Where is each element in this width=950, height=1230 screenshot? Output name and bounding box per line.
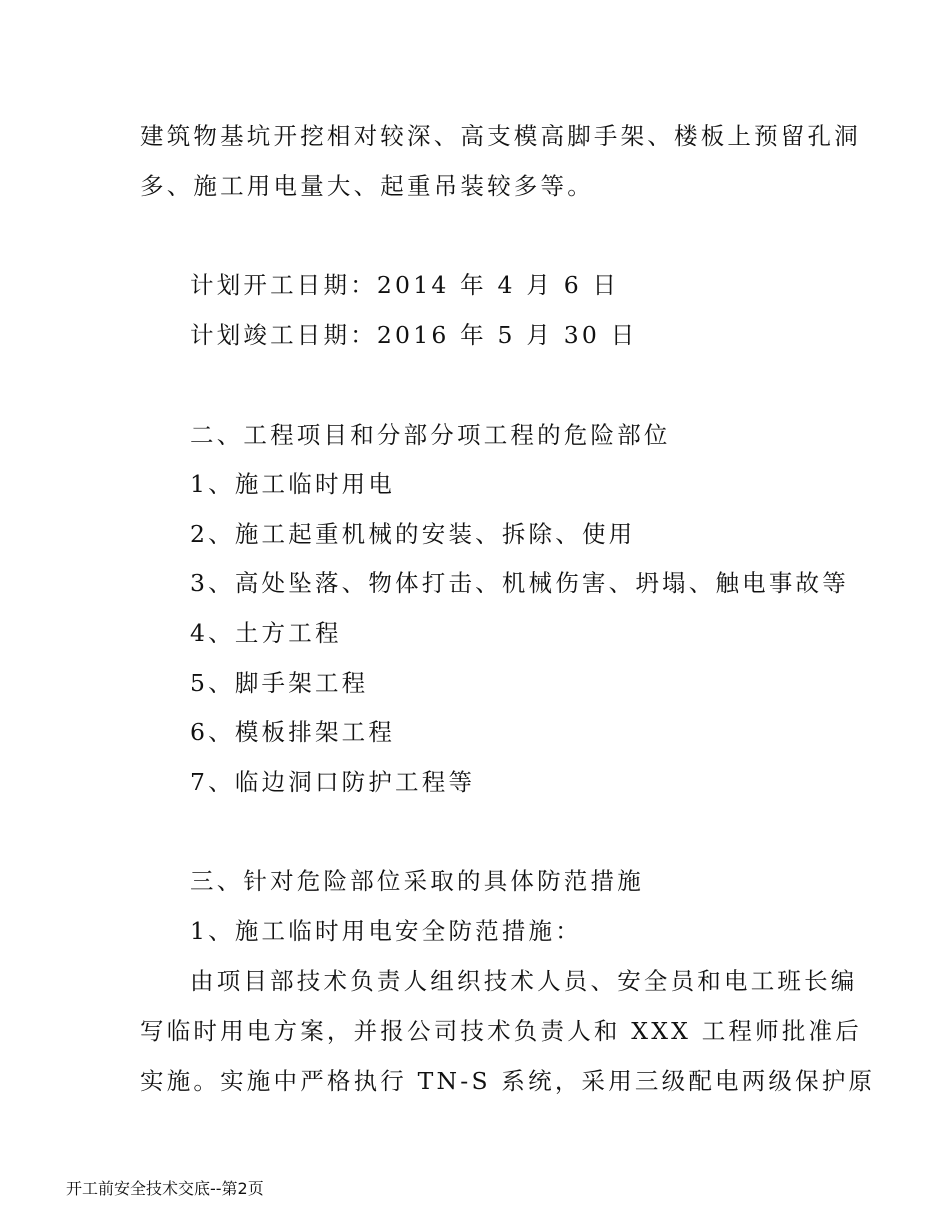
list-item: 2、施工起重机械的安装、拆除、使用 [190,520,636,548]
paragraph-line: 实施。实施中严格执行 TN-S 系统，采用三级配电两级保护原 [140,1067,876,1095]
list-item: 1、施工临时用电 [190,470,396,498]
paragraph-line: 多、施工用电量大、起重吊装较多等。 [140,172,594,200]
page-footer: 开工前安全技术交底--第2页 [66,1179,264,1198]
sub-heading: 1、施工临时用电安全防范措施： [190,917,582,945]
start-date: 计划开工日期：2014 年 4 月 6 日 [190,271,620,299]
section-heading: 二、工程项目和分部分项工程的危险部位 [190,421,671,449]
section-heading: 三、针对危险部位采取的具体防范措施 [190,867,644,895]
paragraph-line: 由项目部技术负责人组织技术人员、安全员和电工班长编 [190,967,858,995]
end-date: 计划竣工日期：2016 年 5 月 30 日 [190,321,638,349]
list-item: 7、临边洞口防护工程等 [190,768,476,796]
list-item: 6、模板排架工程 [190,718,396,746]
paragraph-line: 写临时用电方案，并报公司技术负责人和 XXX 工程师批准后 [140,1017,862,1045]
paragraph-line: 建筑物基坑开挖相对较深、高支模高脚手架、楼板上预留孔洞 [140,122,861,150]
list-item: 3、高处坠落、物体打击、机械伤害、坍塌、触电事故等 [190,569,849,597]
list-item: 5、脚手架工程 [190,669,369,697]
list-item: 4、土方工程 [190,619,342,647]
